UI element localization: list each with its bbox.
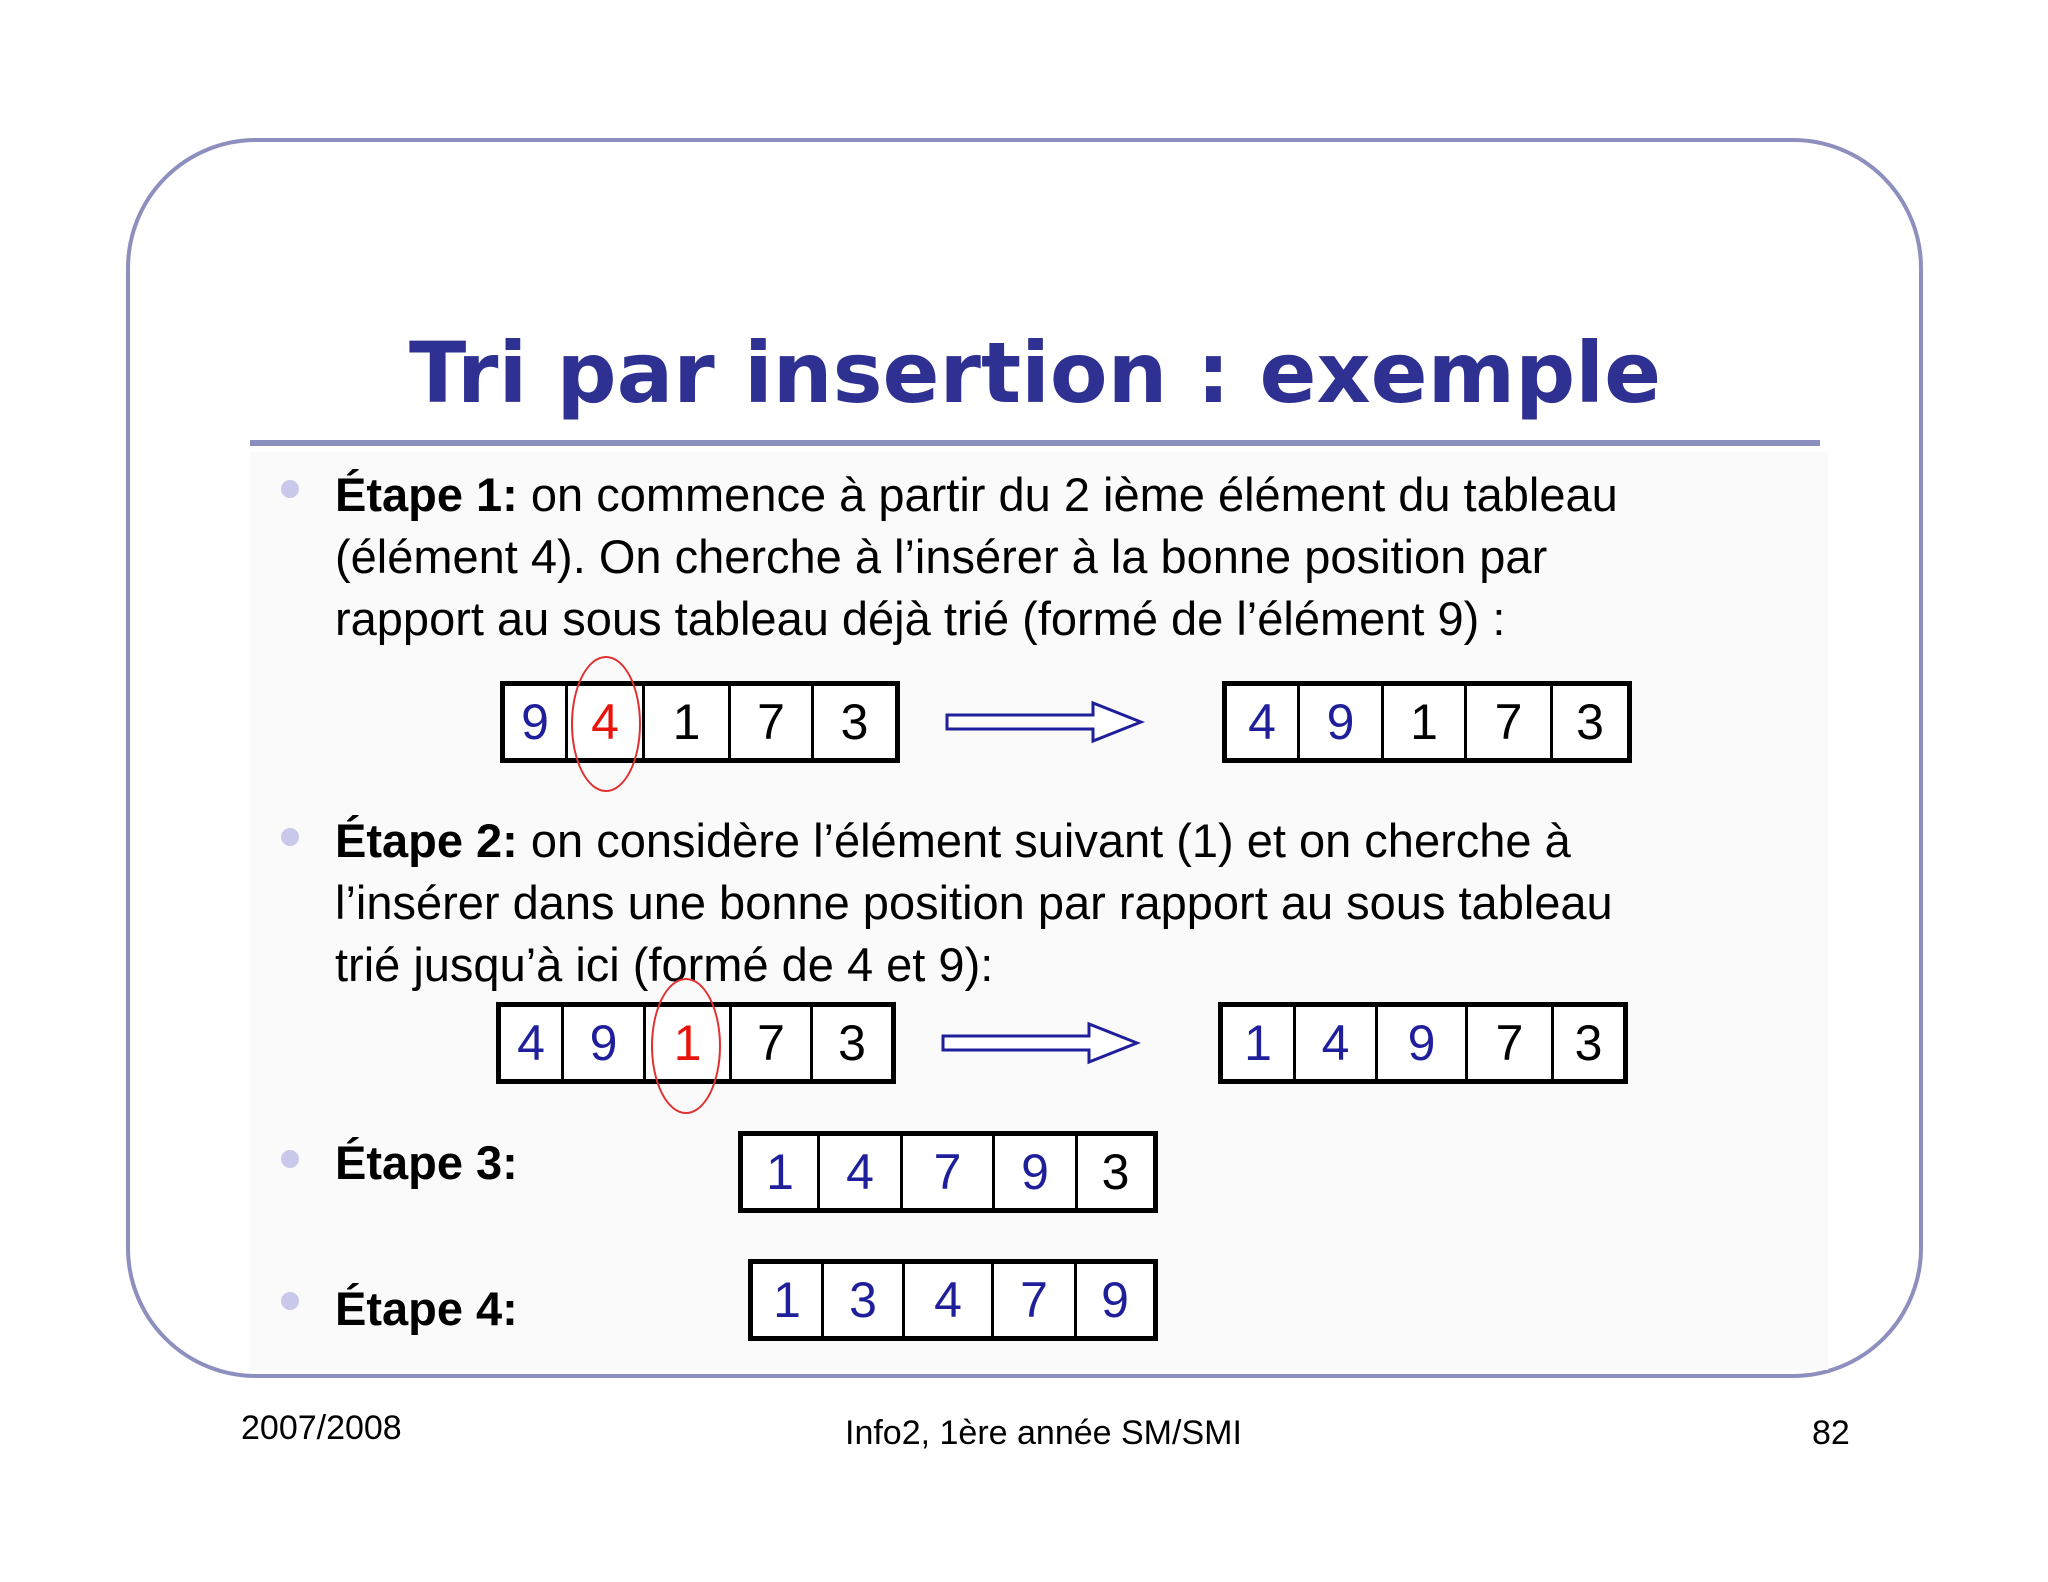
- footer-year: 2007/2008: [241, 1409, 402, 1447]
- array-cell: 9: [505, 686, 568, 758]
- step2-label: Étape 2:: [335, 814, 518, 867]
- array-cell: 7: [1467, 686, 1553, 758]
- array-cell: 9: [1101, 1272, 1129, 1328]
- bullet-icon: [281, 1292, 299, 1310]
- array-cell: 3: [1576, 694, 1604, 750]
- step4-label: Étape 4:: [335, 1282, 518, 1335]
- array-cell: 4: [905, 1264, 994, 1336]
- array-cell: 4: [1296, 1007, 1378, 1079]
- array-cell: 3: [840, 694, 869, 750]
- step1-text: [335, 464, 1805, 650]
- title-underline: [250, 440, 1820, 446]
- array-cell: 9: [995, 1136, 1078, 1208]
- bullet-icon: [281, 828, 299, 846]
- step1-array-before: [500, 681, 900, 763]
- array-cell: 1: [743, 1136, 820, 1208]
- step1-array-after: [1222, 681, 1632, 763]
- array-cell: 7: [994, 1264, 1077, 1336]
- array-cell: 1: [753, 1264, 824, 1336]
- step2-line-3: trié jusqu’à ici (formé de 4 et 9):: [335, 938, 994, 991]
- array-cell: 1: [1384, 686, 1467, 758]
- array-cell: 7: [732, 1007, 813, 1079]
- array-cell: 1: [646, 1007, 732, 1079]
- footer-course: Info2, 1ère année SM/SMI: [845, 1414, 1242, 1452]
- step4-array: [748, 1259, 1158, 1341]
- footer-page-number: 82: [1812, 1414, 1850, 1452]
- step2-line-2: l’insérer dans une bonne position par rapport au sous tableau: [335, 876, 1613, 929]
- array-cell: 4: [568, 686, 645, 758]
- array-cell: 9: [1300, 686, 1384, 758]
- step3-label: Étape 3:: [335, 1136, 518, 1189]
- step1-label: Étape 1:: [335, 468, 518, 521]
- step1-line-3: rapport au sous tableau déjà trié (formé de l’élément 9) :: [335, 592, 1506, 645]
- array-cell: 9: [564, 1007, 646, 1079]
- array-cell: 3: [1574, 1015, 1603, 1071]
- array-cell: 4: [501, 1007, 564, 1079]
- array-cell: 4: [820, 1136, 903, 1208]
- step3-array: [738, 1131, 1158, 1213]
- slide-title: Tri par insertion : exemple: [408, 324, 1662, 422]
- right-arrow-icon: [945, 699, 1145, 745]
- array-cell: 7: [731, 686, 814, 758]
- array-cell: 1: [645, 686, 731, 758]
- step2-array-after: [1218, 1002, 1628, 1084]
- array-cell: 3: [1101, 1144, 1130, 1200]
- step2-line-1: Étape 2: on considère l’élément suivant (1) et on cherche à: [335, 814, 1571, 867]
- step1-line-2: (élément 4). On cherche à l’insérer à la bonne position par: [335, 530, 1548, 583]
- array-cell: 4: [1227, 686, 1300, 758]
- array-cell: 3: [838, 1015, 866, 1071]
- array-cell: 7: [1468, 1007, 1554, 1079]
- highlight-circle-4: [571, 656, 641, 792]
- array-cell: 9: [1378, 1007, 1468, 1079]
- array-cell: 7: [903, 1136, 995, 1208]
- bullet-icon: [281, 480, 299, 498]
- right-arrow-icon: [941, 1020, 1141, 1066]
- highlight-circle-1: [651, 978, 721, 1114]
- bullet-icon: [281, 1150, 299, 1168]
- step2-text: [335, 810, 1805, 996]
- array-cell: 3: [824, 1264, 905, 1336]
- step1-line-1: Étape 1: on commence à partir du 2 ième élément du tableau: [335, 468, 1618, 521]
- array-cell: 1: [1223, 1007, 1296, 1079]
